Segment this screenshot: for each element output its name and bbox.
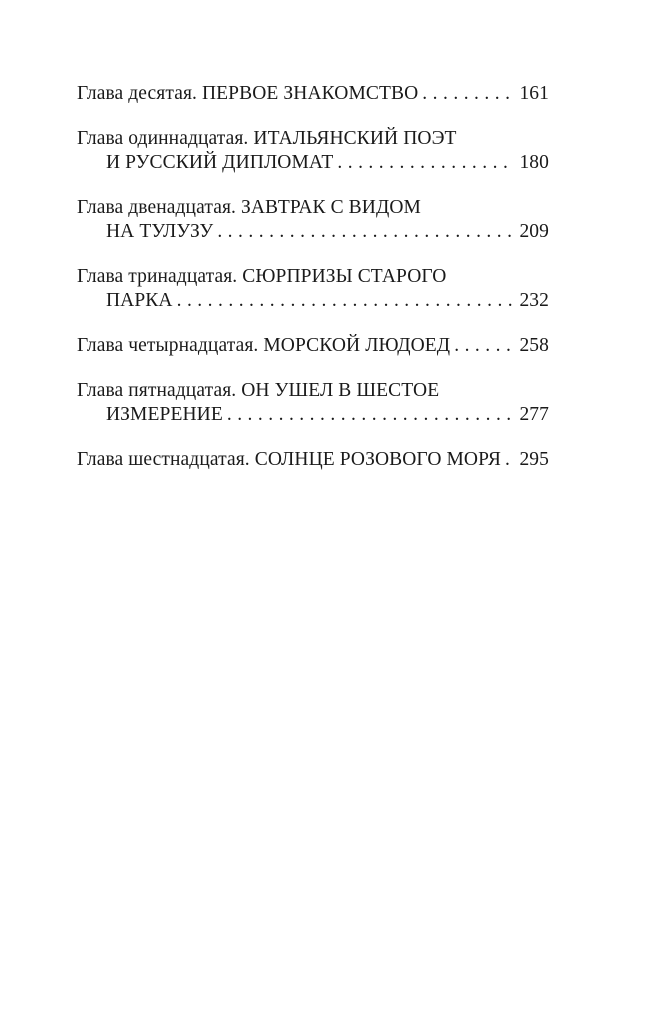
toc-entry [77,265,549,313]
toc-entry-title-continuation: НА ТУЛУЗУ [106,221,214,242]
toc-entry-title: Глава двенадцатая. ЗАВТРАК С ВИДОМ [77,197,421,218]
toc-entry-page-number: 209 [519,221,549,242]
toc-entry [77,127,549,175]
dot-leader [422,82,513,106]
toc-entry-title: Глава одиннадцатая. ИТАЛЬЯНСКИЙ ПОЭТ [77,128,457,149]
toc-entry-title: Глава четырнадцатая. МОРСКОЙ ЛЮДОЕД [77,335,451,356]
toc-entry-page-number: 277 [519,404,549,425]
toc-entry-page-number: 161 [519,83,549,104]
toc-entry [77,196,549,244]
toc-entry [77,334,549,358]
toc-entry [77,82,549,106]
dot-leader [177,289,514,313]
toc-entry [77,379,549,427]
dot-leader [505,448,514,472]
toc-entry-page-number: 232 [519,290,549,311]
toc-entry [77,448,549,472]
toc-entry-title-continuation: ИЗМЕРЕНИЕ [106,404,223,425]
toc-entry-title: Глава тринадцатая. СЮРПРИЗЫ СТАРОГО [77,266,447,287]
toc-entry-title-continuation: ПАРКА [106,290,173,311]
toc-entry-title: Глава десятая. ПЕРВОЕ ЗНАКОМСТВО [77,83,419,104]
toc-entry-title: Глава пятнадцатая. ОН УШЕЛ В ШЕСТОЕ [77,380,440,401]
table-of-contents [77,82,549,493]
dot-leader [337,151,513,175]
toc-entry-title: Глава шестнадцатая. СОЛНЦЕ РОЗОВОГО МОРЯ [77,449,501,470]
toc-entry-page-number: 295 [519,449,549,470]
toc-entry-title-continuation: И РУССКИЙ ДИПЛОМАТ [106,152,334,173]
toc-entry-page-number: 258 [519,335,549,356]
dot-leader [217,220,513,244]
toc-entry-page-number: 180 [519,152,549,173]
dot-leader [227,403,514,427]
dot-leader [454,334,513,358]
